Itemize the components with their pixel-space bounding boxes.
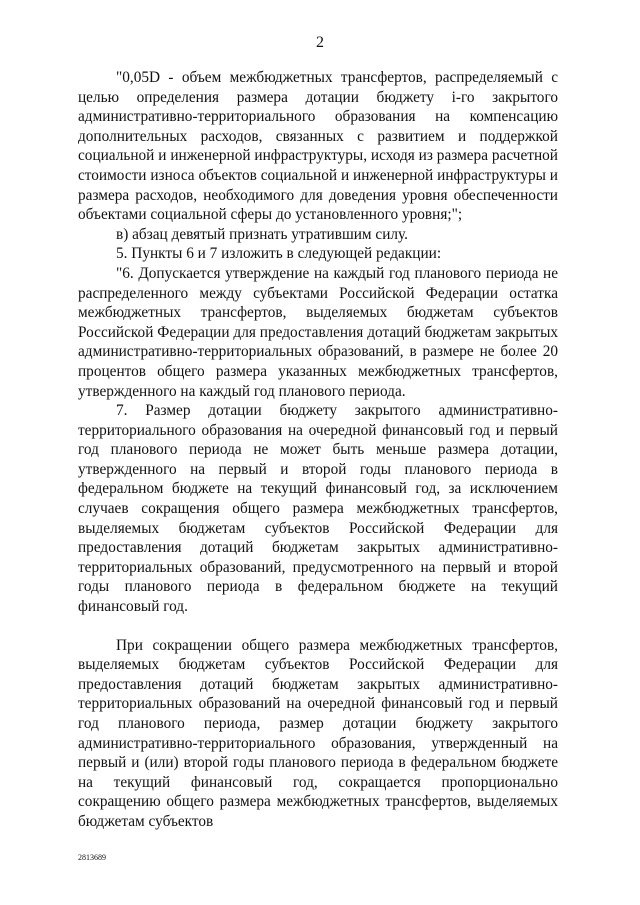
page-number: 2 [316, 34, 324, 51]
document-id: 2813689 [78, 853, 106, 862]
paragraph-formula-definition: "0,05D - объем межбюджетных трансфертов, распределяемый с целью определения размера дотации бюджету i-го закрытого административно-территориального образования на компенсацию дополнительных расходов, связанных с развитием и поддержкой социальной и инженерной инфраструктуры, исходя из размера расчетной стоимости износа объектов социальной и инженерной инфраструктуры и размера расходов, необходимого для доведения уровня обеспеченности объектами социальной сферы до установленного уровня;"; [78, 69, 558, 224]
document-body [78, 68, 558, 832]
paragraph-item-v: в) абзац девятый признать утратившим силу. [116, 225, 408, 243]
paragraph-point-6: "6. Допускается утверждение на каждый год планового периода не распределенного между субъектами Российской Федерации остатка межбюджетных трансфертов, выделяемых бюджетам субъектов Российской Федерации для предоставления дотаций бюджетам закрытых административно-территориальных образований, в размере не более 20 процентов общего размера указанных межбюджетных трансфертов, утвержденного на каждый год планового периода. [78, 264, 558, 400]
paragraph-spacer [78, 617, 558, 636]
paragraph-reduction-clause: При сокращении общего размера межбюджетных трансфертов, выделяемых бюджетам субъектов Российской Федерации для предоставления дотаций бюджетам закрытых административно-территориальных образований на очередной финансовый год и первый год планового периода, размер дотации бюджету закрытого административно-территориального образования, утвержденный на первый и (или) второй годы планового периода в федеральном бюджете на текущий финансовый год, сокращается пропорционально сокращению общего размера межбюджетных трансфертов, выделяемых бюджетам субъектов [78, 636, 558, 830]
paragraph-item-5: 5. Пункты 6 и 7 изложить в следующей редакции: [116, 245, 442, 263]
paragraph-point-7: 7. Размер дотации бюджету закрытого административно-территориального образования на очередной финансовый год и первый год планового периода не может быть меньше размера дотации, утвержденного на первый и второй годы планового периода в федеральном бюджете на текущий финансовый год, за исключением случаев сокращения общего размера межбюджетных трансфертов, выделяемых бюджетам субъектов Российской Федерации для предоставления дотаций бюджетам закрытых административно-территориальных образований, предусмотренного на первый и второй годы планового периода в федеральном бюджете на текущий финансовый год. [78, 402, 558, 616]
